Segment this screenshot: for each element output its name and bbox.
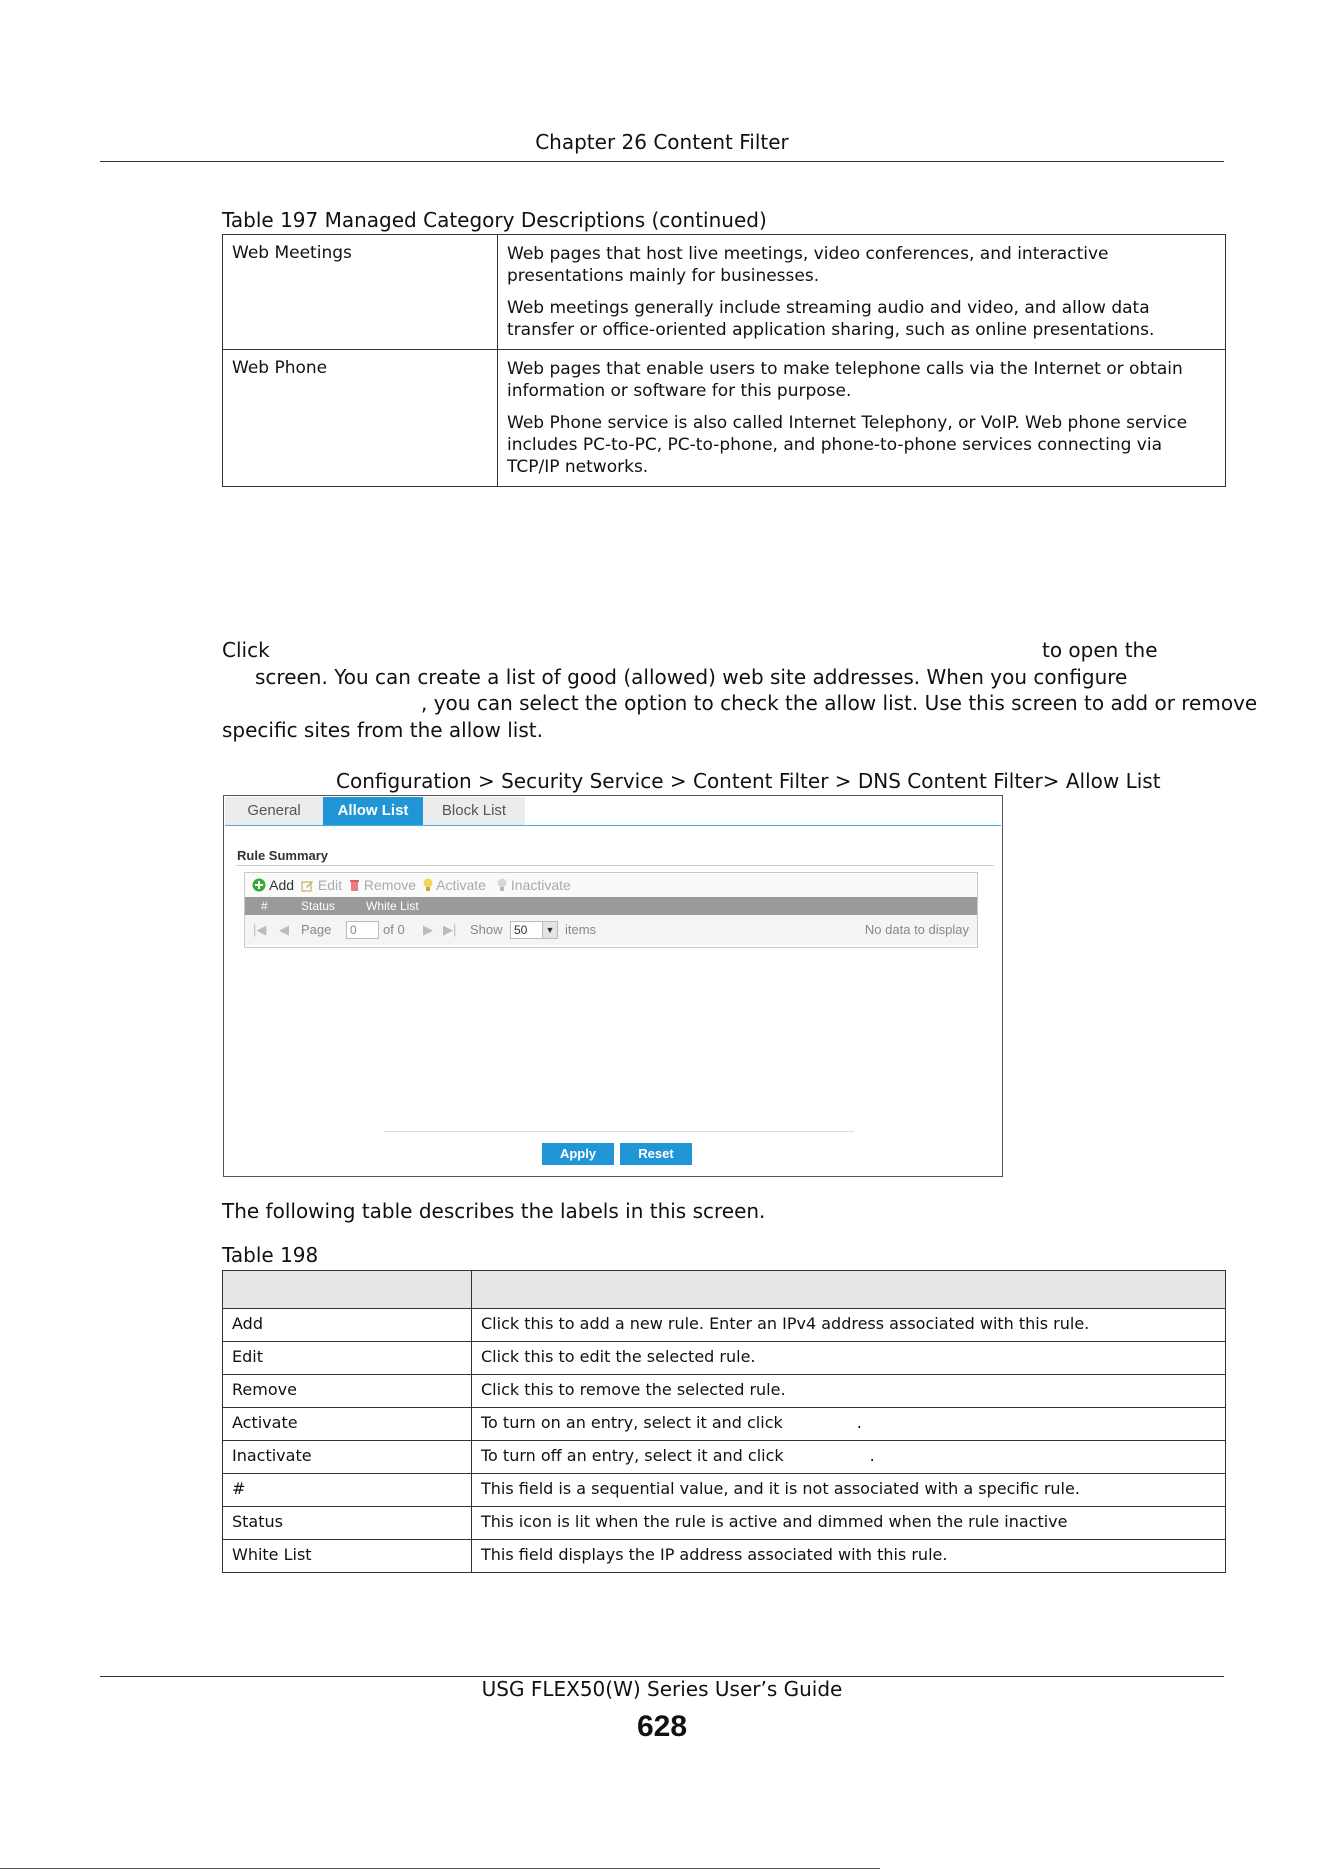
section-divider	[236, 865, 994, 866]
column-header-number[interactable]: #	[261, 899, 268, 913]
remove-button[interactable]	[349, 877, 416, 893]
description-paragraph: Web Phone service is also called Internet Telephony, or VoIP. Web phone service includes PC-to-PC, PC-to-phone, and phone-to-phone services connecting via TCP/IP networks.	[507, 413, 1188, 477]
description-tail: .	[856, 1413, 862, 1432]
rule-grid	[244, 872, 978, 948]
footer-divider	[384, 1131, 854, 1132]
label-cell: Status	[223, 1507, 472, 1540]
items-per-page-value: 50	[514, 923, 528, 937]
label-cell: Add	[223, 1309, 472, 1342]
table-intro: The following table describes the labels in this screen.	[222, 1199, 766, 1223]
page-input[interactable]: 0	[346, 921, 379, 939]
description-text: To turn on an entry, select it and click	[481, 1413, 783, 1432]
label-cell: Inactivate	[223, 1441, 472, 1474]
table-row	[223, 1474, 1226, 1507]
table-row	[223, 350, 1226, 487]
description-cell: This icon is lit when the rule is active and dimmed when the rule inactive	[472, 1507, 1226, 1540]
add-button[interactable]	[252, 877, 294, 893]
empty-message: No data to display	[864, 922, 969, 937]
page-number: 628	[636, 1710, 688, 1743]
category-description	[498, 350, 1226, 487]
label-cell: Edit	[223, 1342, 472, 1375]
table-row	[223, 235, 1226, 350]
last-page-icon[interactable]: ▶|	[443, 922, 457, 937]
chapter-title: Chapter 26 Content Filter	[535, 130, 789, 154]
items-per-page-select[interactable]	[510, 921, 558, 939]
description-paragraph: Web meetings generally include streaming audio and video, and allow data transfer or office-oriented application sharing, such as online presentations.	[507, 298, 1155, 340]
column-header-white-list[interactable]: White List	[366, 899, 419, 913]
bulb-on-icon	[423, 878, 433, 892]
intro-text: , you can select the option to check the allow list. Use this screen to add or remove	[421, 691, 1258, 715]
category-description	[498, 235, 1226, 350]
intro-text: screen. You can create a list of good (allowed) web site addresses. When you configure	[255, 665, 1128, 689]
edit-label: Edit	[317, 877, 343, 893]
table-197	[222, 234, 1226, 487]
guide-title: USG FLEX50(W) Series User’s Guide	[481, 1677, 843, 1701]
page-count: of 0	[383, 922, 405, 937]
description-tail: .	[869, 1446, 875, 1465]
table-row	[223, 1408, 1226, 1441]
table-header-row	[223, 1271, 1226, 1309]
intro-text: specific sites from the allow list.	[222, 718, 543, 742]
inactivate-button[interactable]	[497, 877, 571, 893]
table-row	[223, 1375, 1226, 1408]
rule-summary-title: Rule Summary	[237, 848, 329, 863]
description-cell: Click this to add a new rule. Enter an IPv4 address associated with this rule.	[472, 1309, 1226, 1342]
description-paragraph: Web pages that enable users to make telephone calls via the Internet or obtain information or software for this purpose.	[507, 359, 1183, 401]
allow-list-screen	[223, 795, 1003, 1177]
description-cell: This field is a sequential value, and it is not associated with a specific rule.	[472, 1474, 1226, 1507]
intro-text: to open the	[1042, 638, 1158, 662]
remove-label: Remove	[363, 877, 417, 893]
page-bottom-rule	[0, 1868, 880, 1869]
next-page-icon[interactable]: ▶	[423, 922, 433, 937]
activate-button[interactable]	[423, 877, 486, 893]
inactivate-label: Inactivate	[510, 877, 571, 893]
apply-button[interactable]: Apply	[542, 1143, 614, 1165]
edit-icon	[301, 879, 314, 892]
label-cell: #	[223, 1474, 472, 1507]
table-row	[223, 1507, 1226, 1540]
figure-caption: Configuration > Security Service > Content Filter > DNS Content Filter> Allow List	[336, 769, 1161, 793]
header-cell	[472, 1271, 1226, 1309]
bulb-off-icon	[497, 878, 507, 892]
trash-icon	[349, 879, 360, 892]
intro-text: Click	[222, 638, 270, 662]
add-icon	[252, 878, 266, 892]
tab-block-list[interactable]: Block List	[423, 797, 525, 825]
header-rule	[100, 161, 1224, 162]
label-cell: Remove	[223, 1375, 472, 1408]
table-198	[222, 1270, 1226, 1573]
column-header-status[interactable]: Status	[301, 899, 336, 913]
grid-pager	[245, 915, 977, 945]
description-cell: Click this to edit the selected rule.	[472, 1342, 1226, 1375]
description-cell	[472, 1441, 1226, 1474]
tab-general[interactable]: General	[225, 797, 323, 825]
description-paragraph: Web pages that host live meetings, video conferences, and interactive presentations mainly for businesses.	[507, 244, 1109, 286]
table-row	[223, 1342, 1226, 1375]
first-page-icon[interactable]: |◀	[253, 922, 267, 937]
tab-bar	[225, 797, 1001, 826]
tab-allow-list[interactable]: Allow List	[323, 797, 423, 825]
category-name: Web Meetings	[223, 235, 498, 350]
description-text: To turn off an entry, select it and click	[481, 1446, 784, 1465]
show-label: Show	[470, 922, 503, 937]
description-cell: Click this to remove the selected rule.	[472, 1375, 1226, 1408]
page-label: Page	[301, 922, 332, 937]
category-name: Web Phone	[223, 350, 498, 487]
items-label: items	[565, 922, 597, 937]
table-198-caption: Table 198	[222, 1243, 319, 1267]
add-label: Add	[269, 877, 295, 893]
reset-button[interactable]: Reset	[620, 1143, 692, 1165]
table-row	[223, 1441, 1226, 1474]
description-cell	[472, 1408, 1226, 1441]
description-cell: This field displays the IP address associated with this rule.	[472, 1540, 1226, 1573]
header-cell	[223, 1271, 472, 1309]
grid-header	[245, 897, 977, 915]
label-cell: White List	[223, 1540, 472, 1573]
edit-button[interactable]	[301, 877, 342, 893]
activate-label: Activate	[436, 877, 486, 893]
table-row	[223, 1540, 1226, 1573]
table-197-caption: Table 197 Managed Category Descriptions (continued)	[222, 208, 767, 232]
grid-toolbar	[245, 873, 977, 897]
chevron-down-icon: ▼	[542, 922, 557, 938]
table-row	[223, 1309, 1226, 1342]
previous-page-icon[interactable]: ◀	[279, 922, 289, 937]
label-cell: Activate	[223, 1408, 472, 1441]
